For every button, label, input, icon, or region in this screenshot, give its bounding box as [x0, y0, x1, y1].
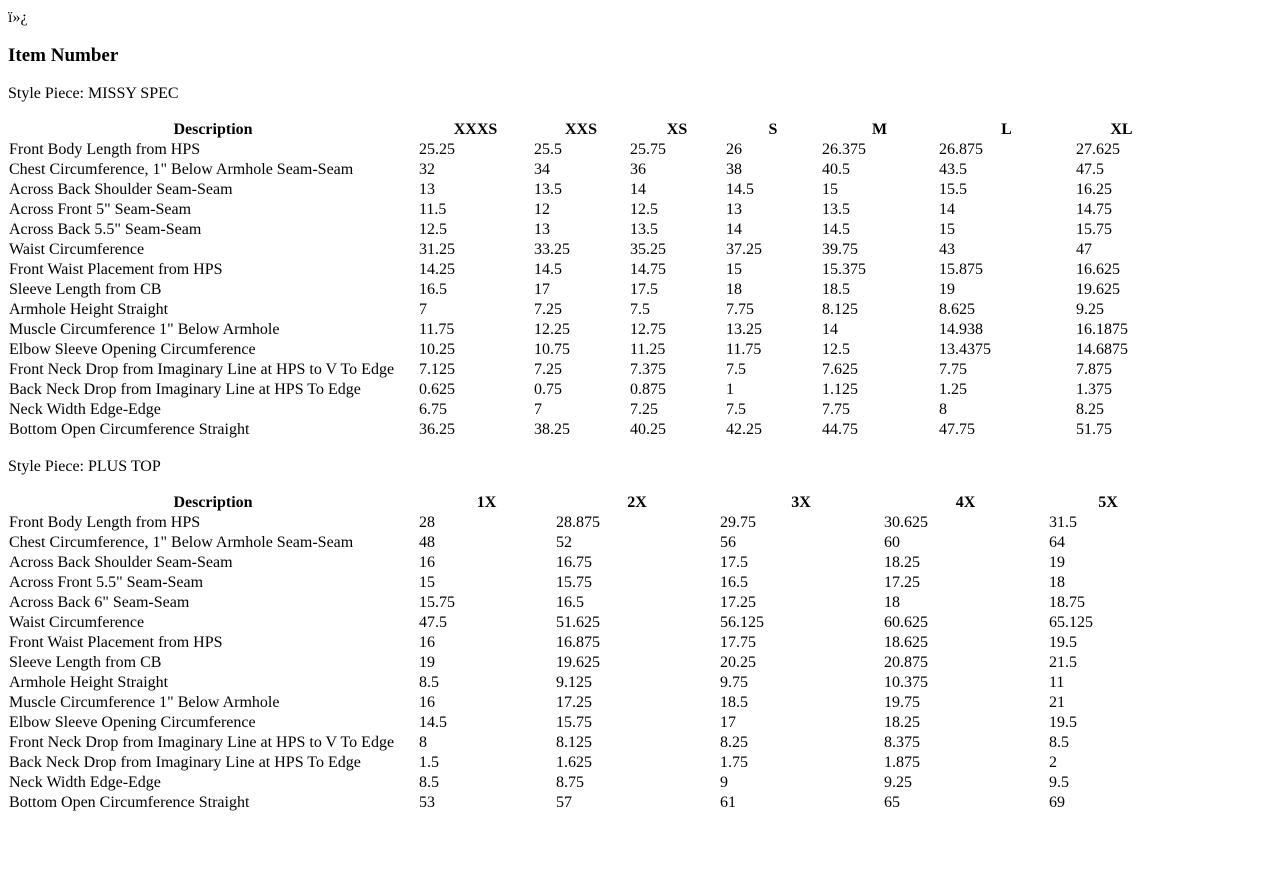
- measurement-description: Front Neck Drop from Imaginary Line at HPS to V To Edge: [9, 361, 395, 378]
- measurement-value: 14.5: [822, 221, 850, 238]
- measurement-value: 11.75: [419, 321, 455, 338]
- measurement-value: 18.25: [884, 714, 920, 731]
- measurement-value: 18: [1049, 574, 1065, 591]
- measurement-description: Armhole Height Straight: [9, 674, 169, 691]
- measurement-value: 14.25: [419, 261, 455, 278]
- measurement-value: 9: [720, 774, 728, 791]
- measurement-value: 11: [1049, 674, 1065, 691]
- column-header-description: Description: [173, 494, 253, 511]
- measurement-value: 26.875: [939, 141, 983, 158]
- measurement-value: 14: [939, 201, 955, 218]
- measurement-description: Neck Width Edge-Edge: [9, 401, 161, 418]
- table-row: [8, 513, 1168, 533]
- measurement-value: 7.5: [630, 301, 650, 318]
- measurement-value: 1.5: [419, 754, 439, 771]
- measurement-value: 19: [1049, 554, 1065, 571]
- measurement-value: 64: [1049, 534, 1065, 551]
- measurement-value: 47.5: [419, 614, 447, 631]
- measurement-value: 20.875: [884, 654, 928, 671]
- measurement-value: 44.75: [822, 421, 858, 438]
- measurement-value: 15: [939, 221, 955, 238]
- table-row: [8, 300, 1168, 320]
- measurement-value: 7.125: [419, 361, 455, 378]
- measurement-value: 34: [534, 161, 550, 178]
- measurement-value: 11.75: [726, 341, 762, 358]
- measurement-value: 65: [884, 794, 900, 811]
- style-piece-plus: Style Piece: PLUS TOP: [8, 458, 161, 475]
- measurement-value: 17: [534, 281, 550, 298]
- measurement-value: 16.1875: [1076, 321, 1128, 338]
- measurement-value: 7.375: [630, 361, 666, 378]
- measurement-description: Across Back Shoulder Seam-Seam: [9, 554, 233, 571]
- measurement-value: 7: [419, 301, 427, 318]
- measurement-value: 13.4375: [939, 341, 991, 358]
- measurement-description: Muscle Circumference 1" Below Armhole: [9, 321, 280, 338]
- measurement-value: 47: [1076, 241, 1092, 258]
- column-header-size: 5X: [1098, 494, 1118, 511]
- table-row: [8, 633, 1168, 653]
- measurement-value: 7.875: [1076, 361, 1112, 378]
- measurement-description: Across Back Shoulder Seam-Seam: [9, 181, 233, 198]
- measurement-value: 16.25: [1076, 181, 1112, 198]
- measurement-value: 0.75: [534, 381, 562, 398]
- measurement-value: 8.125: [556, 734, 592, 751]
- measurement-value: 36: [630, 161, 646, 178]
- measurement-value: 13.5: [630, 221, 658, 238]
- table-row: [8, 380, 1168, 400]
- measurement-value: 33.25: [534, 241, 570, 258]
- measurement-description: Front Neck Drop from Imaginary Line at HPS to V To Edge: [9, 734, 395, 751]
- measurement-value: 8.5: [419, 774, 439, 791]
- measurement-value: 7.75: [822, 401, 850, 418]
- measurement-value: 1.625: [556, 754, 592, 771]
- measurement-value: 16.5: [419, 281, 447, 298]
- measurement-value: 13.25: [726, 321, 762, 338]
- measurement-value: 19: [939, 281, 955, 298]
- table-row: [8, 773, 1168, 793]
- measurement-value: 14.75: [630, 261, 666, 278]
- measurement-value: 15: [822, 181, 838, 198]
- measurement-value: 40.5: [822, 161, 850, 178]
- measurement-value: 18.5: [822, 281, 850, 298]
- table-row: [8, 553, 1168, 573]
- measurement-description: Front Body Length from HPS: [9, 141, 201, 158]
- measurement-value: 28.875: [556, 514, 600, 531]
- measurement-value: 60.625: [884, 614, 928, 631]
- measurement-value: 15: [419, 574, 435, 591]
- column-header-size: S: [768, 121, 778, 138]
- measurement-value: 15.75: [556, 714, 592, 731]
- measurement-value: 17.5: [720, 554, 748, 571]
- measurement-value: 18.75: [1049, 594, 1085, 611]
- measurement-description: Waist Circumference: [9, 614, 145, 631]
- column-header-size: 4X: [955, 494, 976, 511]
- measurement-value: 12.75: [630, 321, 666, 338]
- measurement-value: 2: [1049, 754, 1057, 771]
- measurement-description: Elbow Sleeve Opening Circumference: [9, 714, 256, 731]
- measurement-value: 10.375: [884, 674, 928, 691]
- measurement-value: 60: [884, 534, 900, 551]
- measurement-value: 9.5: [1049, 774, 1069, 791]
- measurement-value: 1.875: [884, 754, 920, 771]
- column-header-size: XL: [1110, 121, 1133, 138]
- measurement-value: 36.25: [419, 421, 455, 438]
- measurement-value: 1.25: [939, 381, 967, 398]
- measurement-value: 0.875: [630, 381, 666, 398]
- measurement-description: Front Body Length from HPS: [9, 514, 201, 531]
- measurement-value: 28: [419, 514, 435, 531]
- table-row: [8, 713, 1168, 733]
- page-title: Item Number: [8, 45, 119, 66]
- measurement-value: 26: [726, 141, 742, 158]
- measurement-value: 8.125: [822, 301, 858, 318]
- table-row: [8, 360, 1168, 380]
- measurement-value: 15.375: [822, 261, 866, 278]
- measurement-value: 9.25: [1076, 301, 1104, 318]
- measurement-value: 16.5: [556, 594, 584, 611]
- measurement-value: 8.75: [556, 774, 584, 791]
- measurement-description: Back Neck Drop from Imaginary Line at HPS To Edge: [9, 381, 361, 398]
- measurement-value: 1.125: [822, 381, 858, 398]
- measurement-value: 15.75: [556, 574, 592, 591]
- measurement-value: 18.25: [884, 554, 920, 571]
- measurement-value: 43: [939, 241, 955, 258]
- measurement-value: 0.625: [419, 381, 455, 398]
- measurement-value: 19.5: [1049, 634, 1077, 651]
- table-row: [8, 533, 1168, 553]
- table-header-row: [8, 120, 1168, 140]
- measurement-value: 47.5: [1076, 161, 1104, 178]
- measurement-value: 35.25: [630, 241, 666, 258]
- measurement-value: 1.75: [720, 754, 748, 771]
- measurement-description: Across Front 5.5" Seam-Seam: [9, 574, 204, 591]
- table-row: [8, 693, 1168, 713]
- measurement-value: 13.5: [822, 201, 850, 218]
- column-header-size: 2X: [627, 494, 647, 511]
- measurement-value: 25.5: [534, 141, 562, 158]
- table-row: [8, 593, 1168, 613]
- measurement-value: 7.5: [726, 401, 746, 418]
- measurement-value: 9.125: [556, 674, 592, 691]
- measurement-value: 18: [884, 594, 900, 611]
- measurement-value: 42.25: [726, 421, 762, 438]
- measurement-value: 26.375: [822, 141, 866, 158]
- measurement-description: Armhole Height Straight: [9, 301, 169, 318]
- measurement-value: 15.5: [939, 181, 967, 198]
- plus-spec-table: [8, 493, 1168, 813]
- table-row: [8, 733, 1168, 753]
- table-row: [8, 240, 1168, 260]
- measurement-value: 15.75: [1076, 221, 1112, 238]
- measurement-value: 38.25: [534, 421, 570, 438]
- table-row: [8, 573, 1168, 593]
- measurement-value: 7.25: [534, 361, 562, 378]
- measurement-value: 57: [556, 794, 572, 811]
- measurement-value: 7: [534, 401, 542, 418]
- table-row: [8, 673, 1168, 693]
- measurement-value: 7.625: [822, 361, 858, 378]
- measurement-value: 14.75: [1076, 201, 1112, 218]
- column-header-size: XXS: [564, 121, 597, 138]
- measurement-value: 19.625: [1076, 281, 1120, 298]
- measurement-description: Muscle Circumference 1" Below Armhole: [9, 694, 280, 711]
- missy-spec-table: [8, 120, 1168, 440]
- measurement-value: 19.5: [1049, 714, 1077, 731]
- bom-text: ï»¿: [8, 9, 28, 26]
- measurement-value: 14: [726, 221, 742, 238]
- measurement-value: 16.75: [556, 554, 592, 571]
- measurement-value: 16.625: [1076, 261, 1120, 278]
- measurement-value: 1: [726, 381, 734, 398]
- table-row: [8, 220, 1168, 240]
- measurement-value: 8.625: [939, 301, 975, 318]
- measurement-value: 51.75: [1076, 421, 1112, 438]
- measurement-value: 10.25: [419, 341, 455, 358]
- measurement-value: 29.75: [720, 514, 756, 531]
- column-header-size: L: [1001, 121, 1012, 138]
- measurement-value: 31.25: [419, 241, 455, 258]
- measurement-value: 27.625: [1076, 141, 1120, 158]
- measurement-value: 17: [720, 714, 736, 731]
- measurement-value: 17.25: [556, 694, 592, 711]
- table-row: [8, 400, 1168, 420]
- measurement-value: 21: [1049, 694, 1065, 711]
- measurement-value: 17.75: [720, 634, 756, 651]
- measurement-value: 1.375: [1076, 381, 1112, 398]
- measurement-value: 16: [419, 694, 435, 711]
- table-row: [8, 793, 1168, 813]
- measurement-value: 13.5: [534, 181, 562, 198]
- column-header-size: M: [871, 121, 888, 138]
- measurement-value: 19: [419, 654, 435, 671]
- measurement-value: 7.5: [726, 361, 746, 378]
- measurement-value: 11.5: [419, 201, 447, 218]
- measurement-value: 21.5: [1049, 654, 1077, 671]
- measurement-value: 7.75: [726, 301, 754, 318]
- measurement-value: 7.25: [630, 401, 658, 418]
- measurement-value: 17.5: [630, 281, 658, 298]
- column-header-description: Description: [173, 121, 253, 138]
- column-header-size: 1X: [476, 494, 497, 511]
- measurement-value: 51.625: [556, 614, 600, 631]
- measurement-value: 8: [419, 734, 427, 751]
- measurement-value: 32: [419, 161, 435, 178]
- measurement-value: 61: [720, 794, 736, 811]
- measurement-value: 12: [534, 201, 550, 218]
- measurement-description: Back Neck Drop from Imaginary Line at HPS To Edge: [9, 754, 361, 771]
- measurement-value: 17.25: [884, 574, 920, 591]
- measurement-value: 16: [419, 634, 435, 651]
- measurement-description: Chest Circumference, 1" Below Armhole Seam-Seam: [9, 161, 354, 178]
- measurement-description: Waist Circumference: [9, 241, 145, 258]
- measurement-description: Front Waist Placement from HPS: [9, 634, 223, 651]
- measurement-value: 25.25: [419, 141, 455, 158]
- table-row: [8, 200, 1168, 220]
- table-row: [8, 613, 1168, 633]
- measurement-value: 37.25: [726, 241, 762, 258]
- measurement-description: Sleeve Length from CB: [9, 654, 162, 671]
- measurement-value: 43.5: [939, 161, 967, 178]
- measurement-description: Across Front 5" Seam-Seam: [9, 201, 192, 218]
- measurement-value: 14.5: [419, 714, 447, 731]
- table-row: [8, 160, 1168, 180]
- table-row: [8, 140, 1168, 160]
- measurement-value: 56.125: [720, 614, 764, 631]
- measurement-value: 18.625: [884, 634, 928, 651]
- measurement-value: 14: [822, 321, 838, 338]
- measurement-value: 16: [419, 554, 435, 571]
- measurement-description: Elbow Sleeve Opening Circumference: [9, 341, 256, 358]
- table-header-row: [8, 493, 1168, 513]
- measurement-value: 16.5: [720, 574, 748, 591]
- measurement-value: 48: [419, 534, 435, 551]
- measurement-value: 38: [726, 161, 742, 178]
- measurement-value: 31.5: [1049, 514, 1077, 531]
- measurement-value: 13: [726, 201, 742, 218]
- measurement-description: Bottom Open Circumference Straight: [9, 421, 250, 438]
- measurement-value: 17.25: [720, 594, 756, 611]
- measurement-description: Front Waist Placement from HPS: [9, 261, 223, 278]
- measurement-description: Neck Width Edge-Edge: [9, 774, 161, 791]
- measurement-value: 19.625: [556, 654, 600, 671]
- measurement-value: 53: [419, 794, 435, 811]
- measurement-value: 14.5: [726, 181, 754, 198]
- column-header-size: XXXS: [453, 121, 498, 138]
- column-header-size: XS: [666, 121, 688, 138]
- table-row: [8, 320, 1168, 340]
- measurement-value: 16.875: [556, 634, 600, 651]
- column-header-size: 3X: [791, 494, 811, 511]
- measurement-value: 14.6875: [1076, 341, 1128, 358]
- measurement-value: 12.5: [822, 341, 850, 358]
- measurement-value: 47.75: [939, 421, 975, 438]
- measurement-value: 13: [419, 181, 435, 198]
- table-row: [8, 180, 1168, 200]
- measurement-value: 15.75: [419, 594, 455, 611]
- table-row: [8, 420, 1168, 440]
- measurement-value: 14: [630, 181, 646, 198]
- measurement-value: 8.25: [720, 734, 748, 751]
- measurement-description: Bottom Open Circumference Straight: [9, 794, 250, 811]
- measurement-value: 15.875: [939, 261, 983, 278]
- measurement-value: 40.25: [630, 421, 666, 438]
- measurement-description: Across Back 6" Seam-Seam: [9, 594, 190, 611]
- measurement-value: 18: [726, 281, 742, 298]
- measurement-description: Across Back 5.5" Seam-Seam: [9, 221, 202, 238]
- table-row: [8, 653, 1168, 673]
- measurement-value: 56: [720, 534, 736, 551]
- measurement-value: 8: [939, 401, 947, 418]
- table-row: [8, 340, 1168, 360]
- measurement-description: Chest Circumference, 1" Below Armhole Seam-Seam: [9, 534, 354, 551]
- table-row: [8, 753, 1168, 773]
- measurement-value: 10.75: [534, 341, 570, 358]
- measurement-value: 25.75: [630, 141, 666, 158]
- table-row: [8, 280, 1168, 300]
- style-piece-missy: Style Piece: MISSY SPEC: [8, 85, 179, 102]
- measurement-value: 8.375: [884, 734, 920, 751]
- measurement-value: 11.25: [630, 341, 666, 358]
- table-row: [8, 260, 1168, 280]
- measurement-value: 8.5: [419, 674, 439, 691]
- measurement-value: 69: [1049, 794, 1065, 811]
- measurement-value: 9.25: [884, 774, 912, 791]
- measurement-value: 12.25: [534, 321, 570, 338]
- measurement-value: 12.5: [630, 201, 658, 218]
- measurement-value: 12.5: [419, 221, 447, 238]
- measurement-value: 13: [534, 221, 550, 238]
- measurement-value: 39.75: [822, 241, 858, 258]
- measurement-value: 19.75: [884, 694, 920, 711]
- measurement-value: 30.625: [884, 514, 928, 531]
- measurement-value: 6.75: [419, 401, 447, 418]
- measurement-value: 7.25: [534, 301, 562, 318]
- measurement-value: 8.25: [1076, 401, 1104, 418]
- measurement-value: 7.75: [939, 361, 967, 378]
- measurement-value: 15: [726, 261, 742, 278]
- measurement-value: 65.125: [1049, 614, 1093, 631]
- measurement-value: 8.5: [1049, 734, 1069, 751]
- measurement-value: 52: [556, 534, 572, 551]
- measurement-description: Sleeve Length from CB: [9, 281, 162, 298]
- measurement-value: 14.938: [939, 321, 983, 338]
- measurement-value: 14.5: [534, 261, 562, 278]
- measurement-value: 18.5: [720, 694, 748, 711]
- measurement-value: 20.25: [720, 654, 756, 671]
- measurement-value: 9.75: [720, 674, 748, 691]
